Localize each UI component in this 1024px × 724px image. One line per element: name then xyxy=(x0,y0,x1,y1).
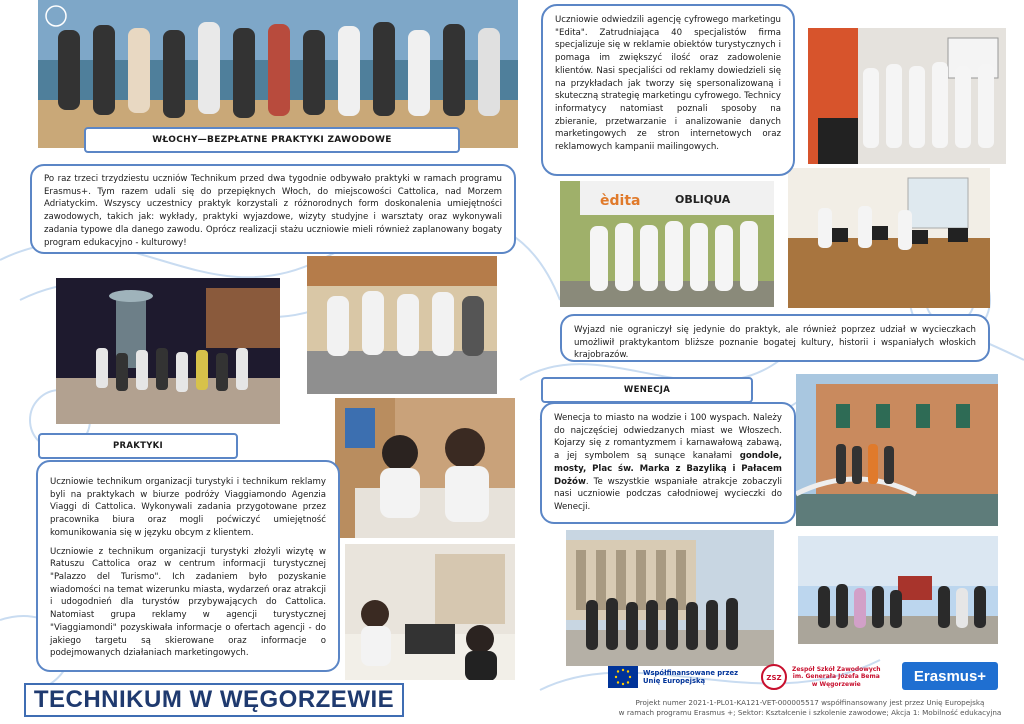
office-laptop-photo xyxy=(345,544,515,680)
footer-line-2: w ramach programu Erasmus +; Sektor: Kształcenie i szkolenie zawodowe; Akcja 1: Mobilność edukacyjna xyxy=(618,707,1002,717)
svg-text:èdita xyxy=(600,193,640,209)
school-logo xyxy=(760,660,894,694)
svg-text:ZSZ xyxy=(766,674,781,682)
trip-text-box xyxy=(560,314,990,362)
school-badge-icon xyxy=(760,663,788,691)
praktyki-title-text: PRAKTYKI xyxy=(112,441,164,451)
school-text-line-3: w Węgorzewie xyxy=(811,680,861,688)
venice-text-part-2: . Te wszystkie wspaniałe atrakcje zobaczyli nasi uczniowie podczas całodniowej wycieczki do Wenecji. xyxy=(554,476,782,513)
praktyki-paragraph-1: Uczniowie technikum organizacji turystyki i technikum reklamy byli na praktykach w biurze podróży Viaggiamondo Agenzia Viaggi di Cattolica. Wykonywali zadania przygotowane przez pracownika biura oraz mogli poćwiczyć umiejętność komunikowania się w języku obcym z klientem. xyxy=(50,477,326,538)
obliqua-sign-text: OBLIQUA xyxy=(675,193,731,206)
edita-sign-text: èdita xyxy=(600,193,641,209)
venice-title-text: WENECJA xyxy=(623,385,671,395)
erasmus-logo-text: Erasmus+ xyxy=(913,667,987,685)
eu-cofunded-logo xyxy=(608,663,758,691)
eu-text-line-1: Współfinansowane przez xyxy=(643,668,739,677)
footer-line-1: Projekt numer 2021-1-PL01-KA121-VET-000005517 współfinansowany jest przez Unię Europejską xyxy=(635,698,985,707)
school-text-line-1: Zespół Szkół Zawodowych xyxy=(792,665,881,673)
praktyki-text-box xyxy=(36,460,340,672)
praktyki-paragraph-2: Uczniowie z technikum organizacji turystyki złożyli wizytę w Ratuszu Cattolica oraz w centrum informacji turystycznej "Palazzo del Turismo". Ich zadaniem było pozyskanie wiadomości na temat wizerunku miasta, wydarzeń oraz atrakcji i udogodnień dla turystów przybywających do Cattolica. Natomiast grupa reklamy w agencji turystycznej "Viaggiamondi" pozyskiwała informacje o ofertach agencji - do jakiego targetu są skierowane oraz informacje o podejmowanych działaniach marketingowych. xyxy=(50,546,326,659)
venice-text-part-1: Wenecja to miasto na wodzie i 100 wyspach. Należy do najczęściej odwiedzanych miast we Włoszech. Kojarzy się z romantyzmem i karnawałową zabawą, a jej symbolem są sunące kanałami xyxy=(554,413,782,462)
venice-paragraph xyxy=(554,412,782,514)
erasmus-logo xyxy=(902,662,998,690)
italy-internship-title-text: WŁOCHY—BEZPŁATNE PRAKTYKI ZAWODOWE xyxy=(152,135,392,145)
office-work-photo xyxy=(335,398,515,538)
classroom-seated-photo xyxy=(307,256,497,394)
intro-text-box xyxy=(30,164,516,254)
eu-text-line-2: Unię Europejską xyxy=(643,677,706,685)
edita-paragraph: Uczniowie odwiedzili agencję cyfrowego marketingu "Edita". Zatrudniająca 40 specjalistów firma specjalizuje się w reklamie obiektów turystycznych i pomaga im zwiększyć ilość oraz zadowolenie klientów. Nasi specjaliści od reklamy dowiedzieli się na przykładach jak tworzy się spersonalizowaną i skuteczną strategię marketingu cyfrowego. Technicy informatycy natomiast poznali sposoby na zbieranie, przetwarzanie i analizowanie danych marketingowych ze stron internetowych oraz reklamowych kampanii mailingowych. xyxy=(555,15,781,153)
project-footer xyxy=(600,698,1020,717)
venice-text-box xyxy=(540,402,796,524)
group-beach-photo xyxy=(38,0,518,148)
venice-canal-photo xyxy=(796,374,998,526)
trip-paragraph: Wyjazd nie ograniczył się jedynie do praktyk, ale również poprzez udział w wycieczkach umożliwił praktykantom bliższe poznanie bogatej kultury, historii i wspaniałych włoskich krajobrazów. xyxy=(574,325,976,361)
main-title xyxy=(24,683,404,717)
school-badge-text: ZSZ xyxy=(766,674,782,682)
italy-internship-title xyxy=(84,127,460,153)
svg-text:OBLIQUA xyxy=(675,193,731,206)
main-title-text: TECHNIKUM W WĘGORZEWIE xyxy=(33,686,395,713)
venice-text-bold: gondole, mosty, Plac św. Marka z Bazyliką i Pałacem Dożów xyxy=(554,451,782,487)
edita-sign-group-photo xyxy=(560,181,774,307)
computer-lab-photo xyxy=(788,168,990,308)
intro-paragraph: Po raz trzeci trzydziestu uczniów Technikum przed dwa tygodnie odbywało praktyki w ramach programu Erasmus+. Tym razem udali się do przepięknych Włoch, do miejscowości Cattolica, nad Morzem Adriatyckim. Wszyscy uczestnicy praktyk korzystali z różnorodnych form doskonalenia umiejętności zawodowych, takich jak: wykłady, praktyki wyjazdowe, wizyty studyjne i warsztaty oraz wykonywali zadania typowe dla danego zawodu. Oprócz realizacji stażu uczniowie mieli również zaplanowany bogaty program edukacyjno - kulturowy! xyxy=(44,174,502,248)
edita-text-box xyxy=(541,4,795,176)
eu-flag-icon xyxy=(608,666,638,688)
school-text-line-2: im. Generała Józefa Bema xyxy=(792,673,880,681)
venice-group-photo xyxy=(798,536,998,644)
night-fountain-photo xyxy=(56,278,280,424)
praktyki-title xyxy=(38,433,238,459)
office-group-photo xyxy=(808,28,1006,164)
venice-title xyxy=(541,377,753,403)
venice-square-photo xyxy=(566,530,774,666)
